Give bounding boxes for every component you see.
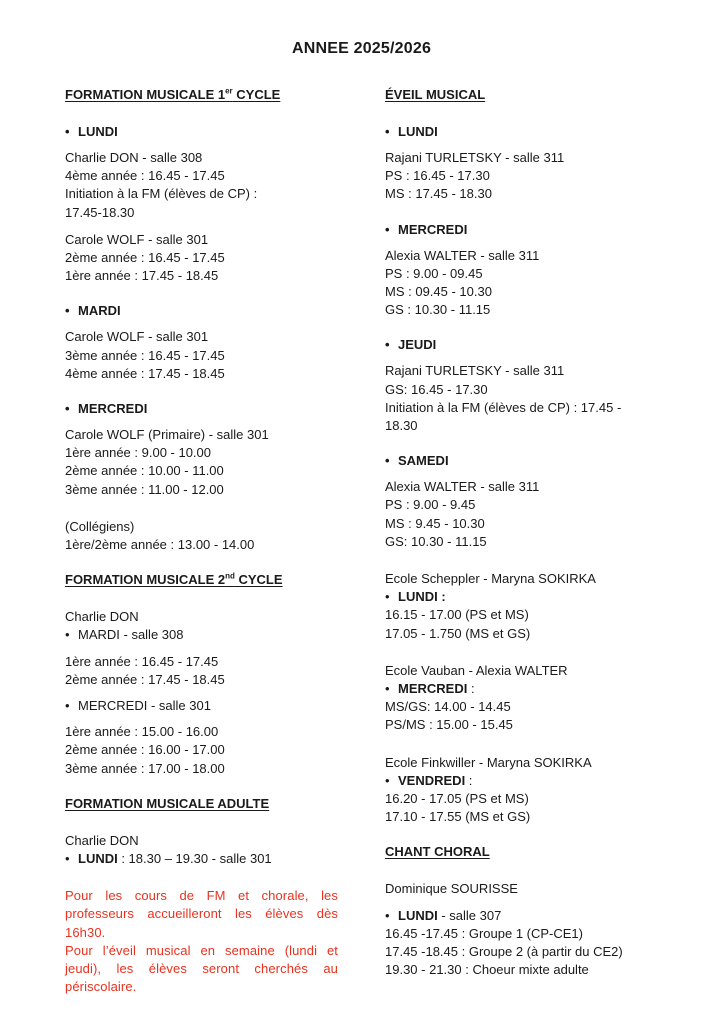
schedule-line: MS : 17.45 - 18.30	[385, 186, 492, 202]
bullet-icon: •	[385, 124, 390, 139]
schedule-line: 1ère année : 17.45 - 18.45	[65, 268, 219, 284]
day-label: JEUDI	[398, 337, 437, 353]
schedule-line: 1ère année : 9.00 - 10.00	[65, 445, 212, 461]
bullet-icon: •	[65, 627, 70, 643]
teacher-name: Dominique SOURISSE	[385, 881, 518, 897]
schedule-line: 16.20 - 17.05 (PS et MS)	[385, 791, 529, 807]
day-heading-mercredi	[65, 697, 345, 715]
title-text-end: CYCLE	[234, 572, 283, 588]
day-heading-samedi	[385, 452, 675, 470]
schedule-line: Carole WOLF (Primaire) - salle 301	[65, 427, 269, 443]
day-colon: :	[467, 681, 475, 697]
title-text-end: CYCLE	[232, 87, 281, 102]
title-superscript: er	[225, 86, 233, 96]
schedule-line: PS/MS : 15.00 - 15.45	[385, 717, 513, 733]
day-heading-mercredi	[65, 400, 345, 418]
schedule-line: PS : 9.00 - 09.45	[385, 265, 483, 281]
schedule-line: 3ème année : 16.45 - 17.45	[65, 347, 225, 363]
school-day	[385, 588, 675, 606]
section-title-eveil: ÉVEIL MUSICAL	[385, 87, 486, 102]
section-title-chant: CHANT CHORAL	[385, 844, 490, 860]
schedule-line: GS : 10.30 - 11.15	[385, 302, 491, 318]
teacher-name: Charlie DON	[65, 832, 139, 848]
day-label: SAMEDI	[398, 453, 449, 469]
schedule-line: Initiation à la FM (élèves de CP) :	[65, 186, 258, 202]
day-label: MERCREDI	[78, 401, 148, 417]
schedule-line: 3ème année : 17.00 - 18.00	[65, 760, 225, 776]
schedule-line: 19.30 - 21.30 : Choeur mixte adulte	[385, 962, 589, 978]
schedule-line: 4ème année : 17.45 - 18.45	[65, 365, 225, 381]
bullet-icon: •	[65, 851, 70, 867]
schedule-line: GS: 10.30 - 11.15	[385, 533, 487, 549]
schedule-line: 1ère année : 15.00 - 16.00	[65, 724, 219, 740]
school-name: Ecole Scheppler - Maryna SOKIRKA	[385, 571, 596, 587]
day-colon: :	[465, 772, 473, 788]
schedule-line: 16.15 - 17.00 (PS et MS)	[385, 607, 529, 623]
day-heading-jeudi	[385, 336, 675, 354]
schedule-line: 17.45 -18.45 : Groupe 2 (à partir du CE2)	[385, 944, 623, 960]
schedule-line: 1ère/2ème année : 13.00 - 14.00	[65, 537, 255, 553]
schedule-line: PS : 16.45 - 17.30	[385, 168, 490, 184]
schedule-line: Alexia WALTER - salle 311	[385, 247, 540, 263]
schedule-line: PS : 9.00 - 9.45	[385, 497, 476, 513]
school-name: Ecole Vauban - Alexia WALTER	[385, 662, 568, 678]
schedule-line: Carole WOLF - salle 301	[65, 231, 209, 247]
day-label: MARDI - salle 308	[78, 627, 184, 643]
schedule-line: MS/GS: 14.00 - 14.45	[385, 699, 511, 715]
schedule-line: 18.30	[385, 418, 418, 434]
school-day	[385, 772, 675, 790]
day-heading-lundi	[65, 850, 345, 868]
schedule-line: 17.45-18.30	[65, 204, 135, 220]
schedule-line: 17.10 - 17.55 (MS et GS)	[385, 809, 531, 825]
day-label: LUNDI	[78, 851, 118, 867]
schedule-line: 3ème année : 11.00 - 12.00	[65, 481, 224, 497]
bullet-icon: •	[65, 698, 70, 714]
day-heading-lundi	[65, 123, 345, 141]
bullet-icon: •	[65, 401, 70, 417]
day-heading-mercredi	[385, 221, 675, 239]
school-day	[385, 680, 675, 698]
schedule-line: MS : 09.45 - 10.30	[385, 284, 492, 300]
day-label: VENDREDI	[398, 772, 466, 788]
day-label: MERCREDI	[398, 221, 468, 237]
schedule-line: Carole WOLF - salle 301	[65, 329, 209, 345]
section-title-fm2	[65, 571, 345, 589]
title-text: FORMATION MUSICALE 1	[65, 87, 226, 102]
day-heading-lundi	[385, 907, 675, 925]
title-text: FORMATION MUSICALE 2	[65, 572, 226, 588]
schedule-line: 2ème année : 17.45 - 18.45	[65, 671, 225, 687]
school-name: Ecole Finkwiller - Maryna SOKIRKA	[385, 754, 592, 770]
day-label: MARDI	[78, 303, 121, 319]
schedule-line: Rajani TURLETSKY - salle 311	[385, 150, 565, 165]
bullet-icon: •	[385, 681, 390, 697]
schedule-line: 2ème année : 16.00 - 17.00	[65, 742, 225, 758]
bullet-icon: •	[385, 221, 390, 237]
schedule-line: 1ère année : 16.45 - 17.45	[65, 653, 219, 669]
schedule-line: 16.45 -17.45 : Groupe 1 (CP-CE1)	[385, 925, 583, 941]
schedule-line: (Collégiens)	[65, 518, 135, 534]
day-label: LUNDI	[398, 907, 438, 923]
info-note: Pour les cours de FM et chorale, les professeurs accueilleront les élèves dès 16h30.	[65, 888, 338, 940]
bullet-icon: •	[385, 907, 390, 923]
schedule-line: 4ème année : 16.45 - 17.45	[65, 168, 225, 184]
schedule-line: Charlie DON - salle 308	[65, 150, 203, 165]
bullet-icon: •	[385, 772, 390, 788]
day-label: LUNDI	[78, 124, 118, 139]
bullet-icon: •	[65, 124, 70, 139]
day-colon: :	[437, 589, 446, 605]
left-column	[65, 86, 345, 997]
schedule-line: 2ème année : 10.00 - 11.00	[65, 463, 224, 479]
bullet-icon: •	[65, 303, 70, 319]
section-title-fm1	[65, 86, 345, 104]
schedule-line: 2ème année : 16.45 - 17.45	[65, 250, 225, 266]
schedule-line: Rajani TURLETSKY - salle 311	[385, 363, 565, 379]
right-column	[385, 86, 675, 980]
day-label: LUNDI	[398, 124, 438, 139]
schedule-line: Initiation à la FM (élèves de CP) : 17.45 -	[385, 399, 622, 415]
bullet-icon: •	[385, 453, 390, 469]
teacher-name: Charlie DON	[65, 609, 139, 625]
schedule-line: Alexia WALTER - salle 311	[385, 479, 540, 495]
schedule-line: 17.05 - 1.750 (MS et GS)	[385, 625, 531, 641]
day-heading-mardi	[65, 302, 345, 320]
page-title: ANNEE 2025/2026	[291, 40, 432, 57]
section-title-adulte: FORMATION MUSICALE ADULTE	[65, 795, 270, 811]
schedule-line: GS: 16.45 - 17.30	[385, 381, 488, 397]
day-label: LUNDI	[398, 589, 438, 605]
day-label: MERCREDI	[398, 681, 468, 697]
day-heading-mardi	[65, 626, 345, 644]
room-detail: - salle 307	[437, 907, 502, 923]
day-label: MERCREDI - salle 301	[78, 698, 211, 714]
day-heading-lundi	[385, 123, 675, 141]
schedule-line: MS : 9.45 - 10.30	[385, 515, 485, 531]
schedule-detail: : 18.30 – 19.30 - salle 301	[117, 851, 272, 867]
bullet-icon: •	[385, 337, 390, 353]
title-superscript: nd	[225, 571, 235, 581]
bullet-icon: •	[385, 589, 390, 605]
info-note: Pour l’éveil musical en semaine (lundi et jeudi), les élèves seront cherchés au périscolaire.	[65, 942, 338, 995]
